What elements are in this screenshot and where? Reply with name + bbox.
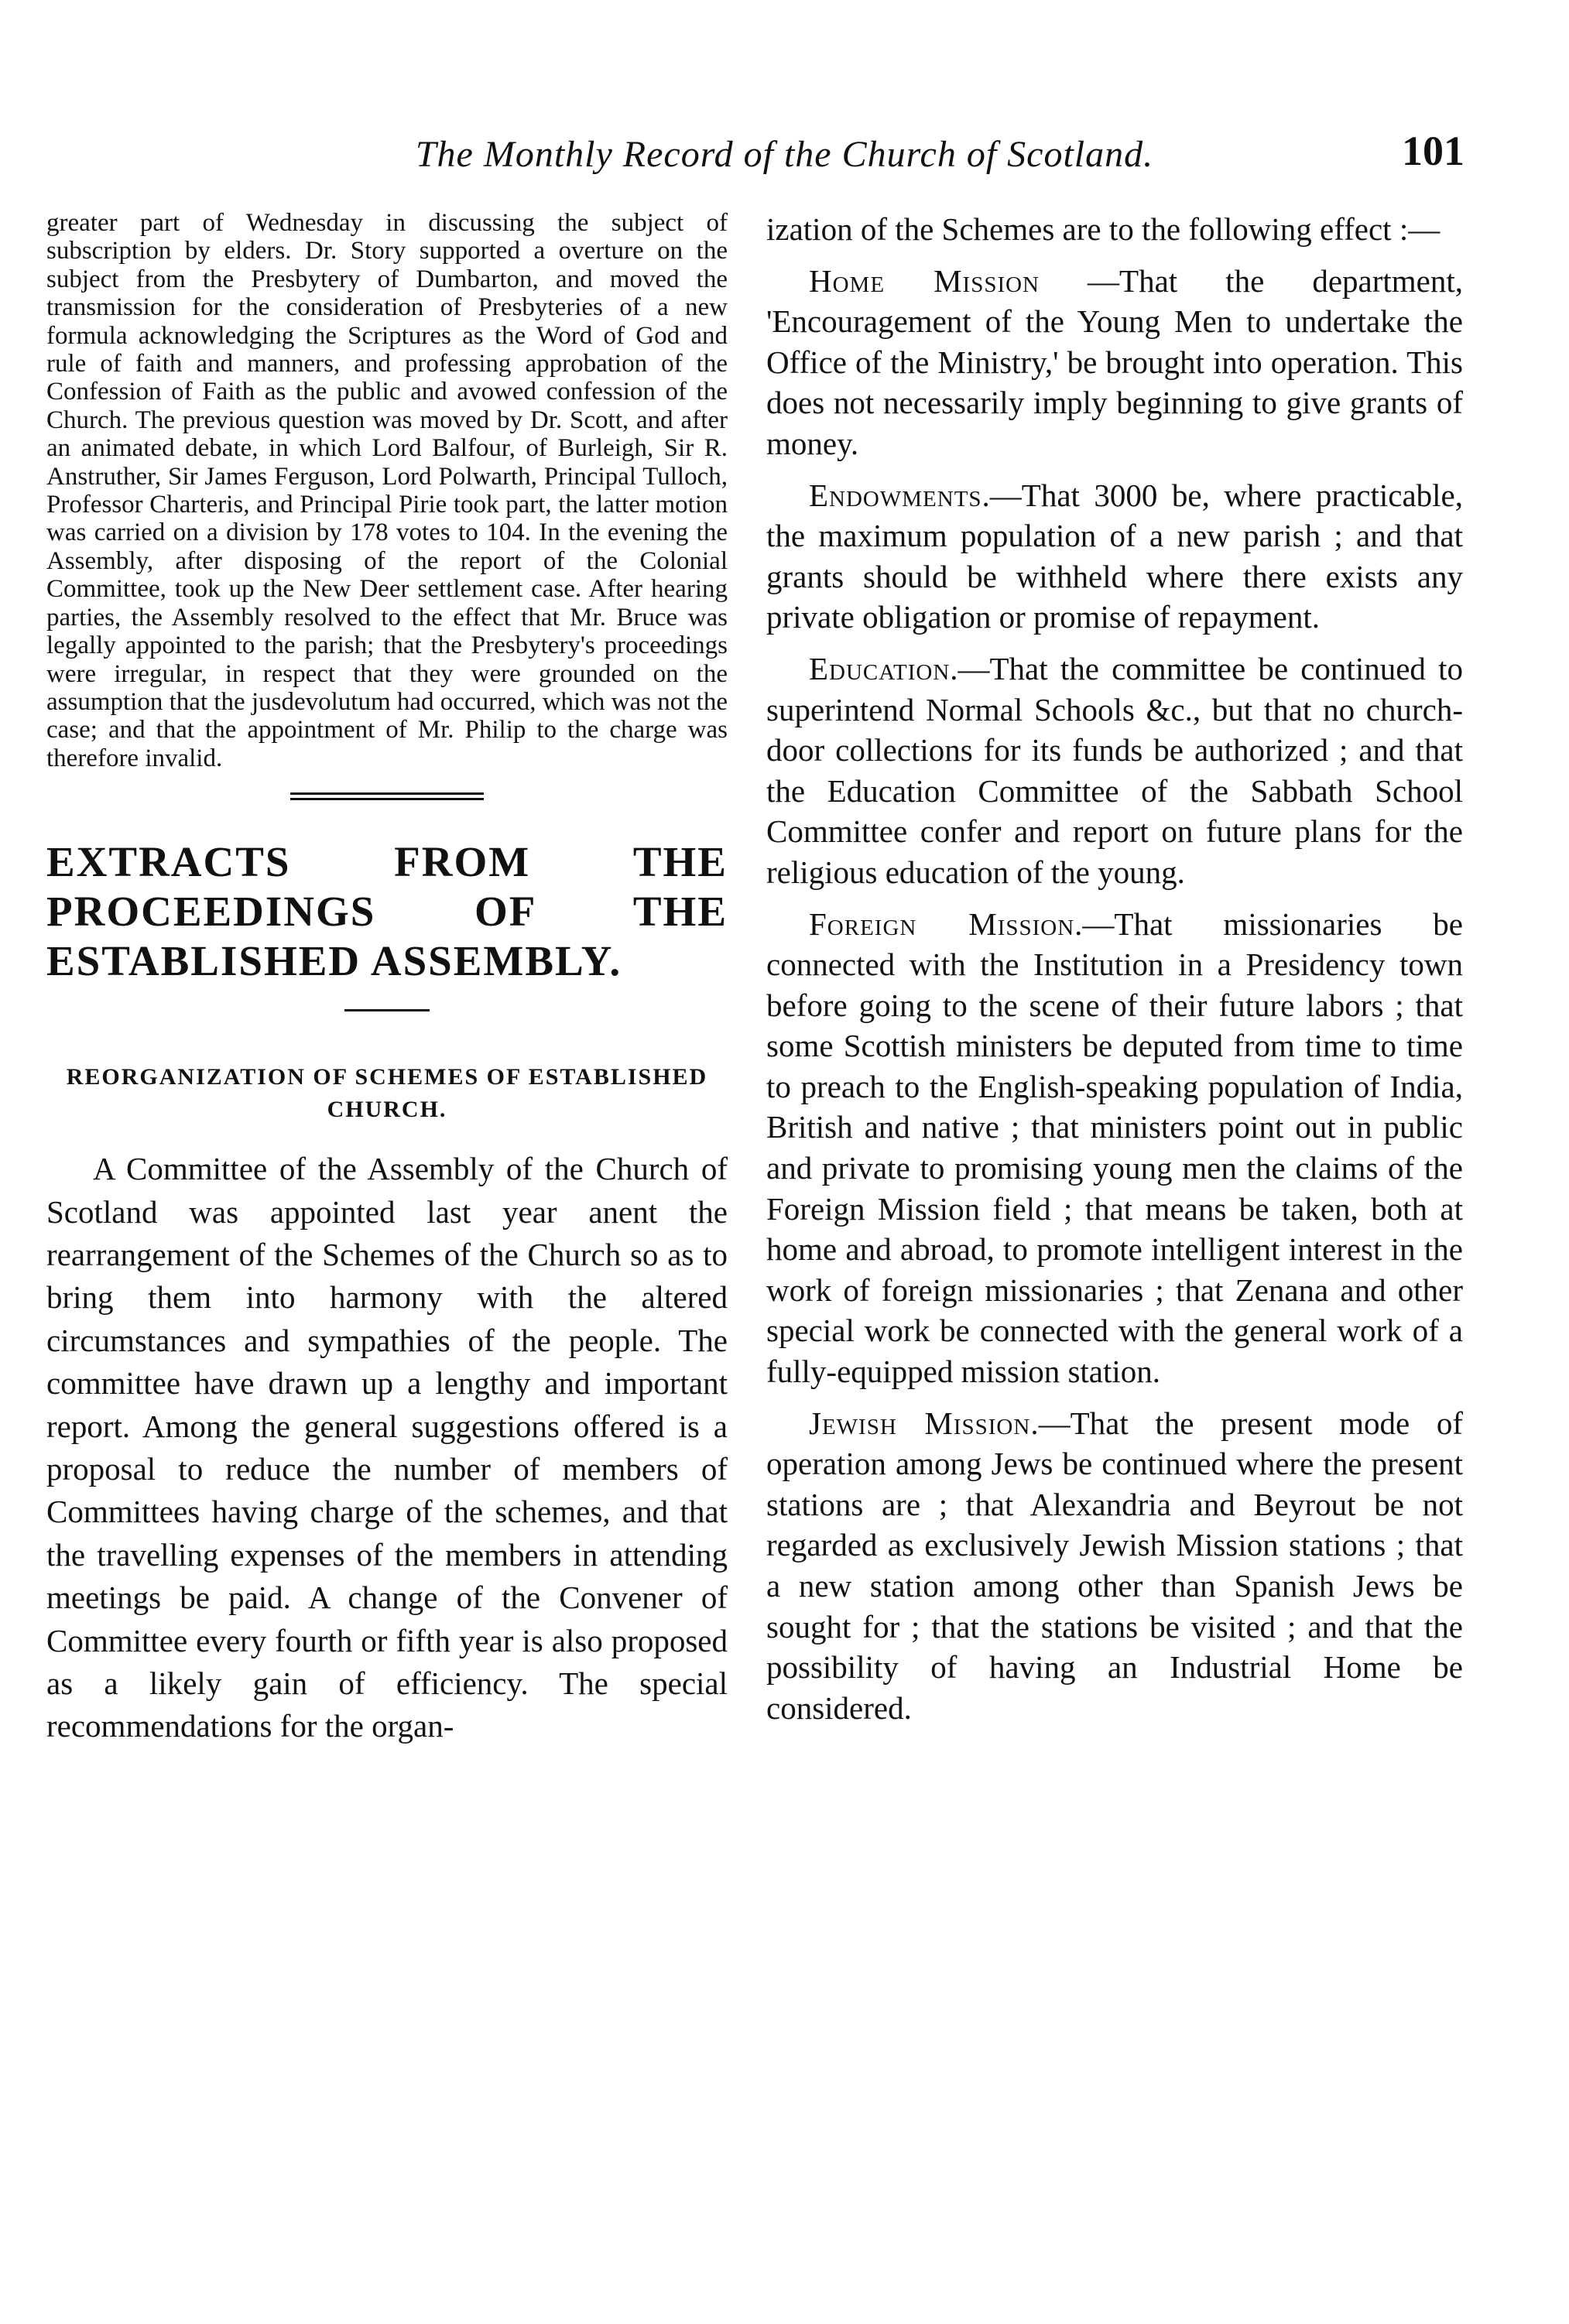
running-title: The Monthly Record of the Church of Scotland. (415, 134, 1154, 175)
extracts-heading: EXTRACTS FROM THE PROCEEDINGS OF THE ESTABLISHED ASSEMBLY. (46, 838, 728, 985)
section-divider (290, 792, 484, 800)
foreign-mission-paragraph (766, 904, 1463, 1392)
section-separator: .— (950, 650, 990, 686)
committee-paragraph: A Committee of the Assembly of the Church of Scotland was appointed last year anent the rearrangement of the Schemes of the Church so as to bring them into harmony with the altered circumstances and sympathies of the people. The committee have drawn up a lengthy and important report. Among the general suggestions offered is a proposal to reduce the number of members of Committees having charge of the schemes, and that the travelling expenses of the members in attending meetings be paid. A change of the Convener of Committee every fourth or fifth year is also proposed as a likely gain of efficiency. The special recommendations for the organ- (46, 1151, 728, 1744)
right-column (766, 209, 1463, 1739)
section-heading: Endowments (809, 477, 982, 513)
section-text: That 3000 be, where practicable, the maximum population of a new parish ; and that grants should be withheld where there exists any private obligation or promise of repayment. (766, 477, 1463, 635)
section-text: That the present mode of operation among Jews be continued where the present stations are ; that Alexandria and Beyrout be not regarded as exclusively Jewish Mission stations ; that a new station among other than Spanish Jews be sought for ; that the stations be visited ; and that the possibility of having an Industrial Home be considered. (766, 1405, 1463, 1726)
section-heading: Jewish Mission (809, 1405, 1031, 1441)
section-separator: .— (1030, 1405, 1071, 1441)
endowments-paragraph (766, 475, 1463, 638)
left-column (46, 209, 728, 1748)
assembly-debate-paragraph: greater part of Wednesday in discussing the subject of subscription by elders. Dr. Story supported a overture on the subject from the Presbytery of Dumbarton, and moved the transmission for the consideration of Presbyteries of a new formula acknowledging the Scriptures as the Word of God and rule of faith and manners, and professing approbation of the Confession of Faith as the public and avowed confession of the Church. The previous question was moved by Dr. Scott, and after an animated debate, in which Lord Balfour, of Burleigh, Sir R. Anstruther, Sir James Ferguson, Lord Polwarth, Principal Tulloch, Professor Charteris, and Principal Pirie took part, the latter motion was carried on a division by 178 votes to 104. In the evening the Assembly, after disposing of the report of the Colonial Committee, took up the New Deer settlement case. After hearing parties, the Assembly resolved to the effect that Mr. Bruce was legally appointed to the parish; that the Presbytery's proceedings were irregular, in respect that they were grounded on the assumption that the jusdevolutum had occurred, which was not the case; and that the appointment of Mr. Philip to the charge was therefore invalid. (46, 209, 728, 772)
section-text: That the department, 'Encouragement of the Young Men to undertake the Office of the Ministry,' be brought into operation. This does not necessarily imply beginning to give grants of money. (766, 262, 1463, 461)
section-text: That missionaries be connected with the Institution in a Presidency town before going to the scene of their future labors ; that some Scottish ministers be deputed from time to time to preach to the English-speaking population of India, British and native ; that ministers point out in public and private to promising young men the claims of the Foreign Mission field ; that means be taken, both at home and abroad, to promote intelligent interest in the work of foreign missionaries ; that Zenana and other special work be connected with the general work of a fully-equipped mission station. (766, 905, 1463, 1390)
page-header (0, 124, 1569, 178)
section-separator: .— (981, 477, 1022, 513)
section-text: That the committee be continued to superintend Normal Schools &c., but that no church-door collections for its funds be authorized ; and that the Education Committee of the Sabbath School Committee confer and report on future plans for the religious education of the young. (766, 650, 1463, 890)
section-heading: Foreign Mission (809, 905, 1075, 942)
heading-rule (344, 1009, 430, 1011)
section-heading: Education (809, 650, 951, 686)
reorganization-subheading: REORGANIZATION OF SCHEMES OF ESTABLISHED CHURCH. (66, 1064, 708, 1123)
home-mission-paragraph (766, 261, 1463, 464)
section-heading: Home Mission (809, 262, 1040, 299)
section-separator: — (1040, 262, 1120, 299)
education-paragraph (766, 649, 1463, 893)
page-number: 101 (1402, 128, 1465, 174)
section-separator: .— (1074, 905, 1115, 942)
jewish-mission-paragraph (766, 1403, 1463, 1729)
schemes-intro: ization of the Schemes are to the following effect :— (766, 211, 1441, 247)
